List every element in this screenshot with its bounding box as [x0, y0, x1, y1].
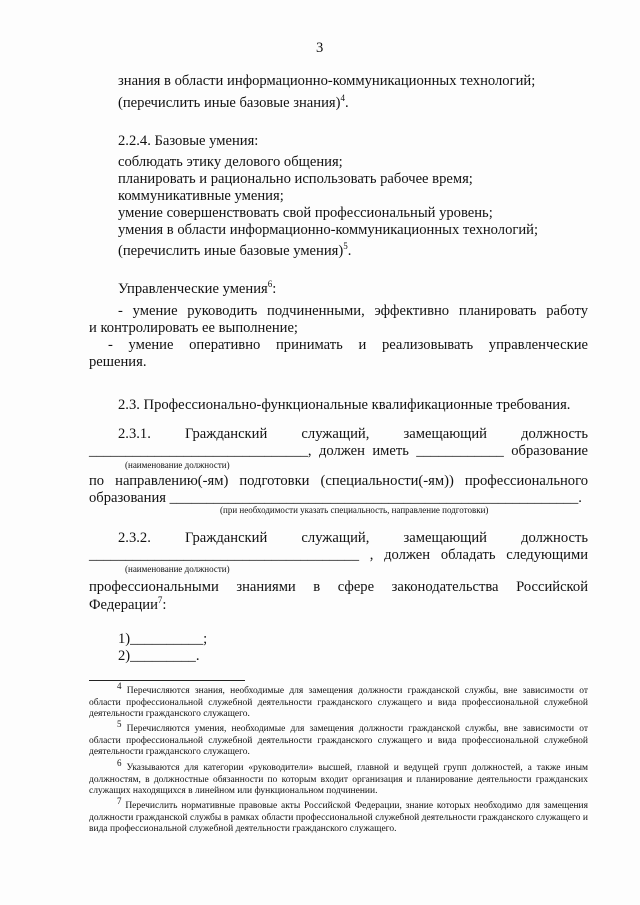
footnote — [89, 758, 588, 798]
field-hint: (наименование должности) — [125, 564, 230, 574]
text-line — [89, 597, 166, 614]
section-heading: 2.3. Профессионально-функциональные квалификационные требования. — [118, 397, 571, 413]
fill-in-line: ______________________________, должен иметь ____________ образование — [89, 443, 588, 459]
footnote-separator — [89, 680, 245, 681]
text-fragment: : — [162, 597, 167, 613]
text-line: умение совершенствовать свой профессиональный уровень; — [118, 205, 493, 221]
section-heading — [118, 281, 276, 298]
footnote-ref: 5 — [343, 241, 348, 252]
text-fragment: (перечислить иные базовые знания) — [118, 95, 341, 111]
text-line: умения в области информационно-коммуникационных технологий; — [118, 222, 539, 238]
text-fragment: Управленческие умения — [118, 281, 268, 297]
footnote-number: 5 — [117, 719, 122, 729]
footnote-number: 4 — [117, 681, 122, 691]
text-line: - умение оперативно принимать и реализовывать управленческие — [108, 337, 588, 353]
footnote-number: 7 — [117, 796, 122, 806]
footnote-text: Перечислить нормативные правовые акты Российской Федерации, знание которых необходимо для замещения должности гражданской службы в рамках области профессиональной служебной деятельности гражданского служащего и вида профессиональной служебной деятельности гражданского служащего. — [89, 801, 589, 835]
footnote-text: Указываются для категории «руководители» высшей, главной и ведущей групп должностей, а также иным должностям, в должностные обязанности по которым входит организация и планирование деятельности гражданских служащих находящихся в линейном или функциональном подчинении. — [89, 763, 588, 797]
text-line: профессиональными знаниями в сфере законодательства Российской — [89, 579, 588, 595]
list-item: 2)_________. — [118, 648, 200, 664]
section-heading: 2.2.4. Базовые умения: — [118, 133, 259, 149]
page-number: 3 — [316, 40, 324, 56]
text-line: решения. — [89, 354, 147, 370]
list-item: 1)__________; — [118, 631, 208, 647]
text-line: и контролировать ее выполнение; — [89, 320, 298, 336]
text-line: знания в области информационно-коммуникационных технологий; — [118, 73, 536, 89]
fill-in-line: _____________________________________ , должен обладать следующими — [89, 547, 588, 563]
footnote — [89, 796, 589, 836]
text-line — [118, 243, 351, 260]
text-fragment: : — [272, 281, 277, 297]
text-line: по направлению(-ям) подготовки (специальности(-ям)) профессионального — [89, 473, 588, 489]
footnote — [89, 681, 588, 721]
field-hint: (наименование должности) — [125, 460, 230, 470]
text-fragment: . — [347, 243, 352, 259]
footnote-number: 6 — [117, 758, 122, 768]
text-line: 2.3.1. Гражданский служащий, замещающий должность — [118, 426, 588, 442]
footnote-text: Перечисляются знания, необходимые для замещения должности гражданской службы, вне зависимости от области профессиональной служебной деятельности гражданского служащего и вида профессиональной служебной деятельности гражданского служащего. — [89, 686, 588, 720]
text-line: планировать и рационально использовать рабочее время; — [118, 171, 473, 187]
footnote-ref: 7 — [157, 595, 163, 606]
field-hint: (при необходимости указать специальность, направление подготовки) — [220, 505, 489, 515]
text-line: соблюдать этику делового общения; — [118, 154, 343, 170]
footnote-ref: 6 — [267, 279, 273, 290]
footnote-text: Перечисляются умения, необходимые для замещения должности гражданской службы, вне зависимости от области профессиональной служебной деятельности гражданского служащего и вида профессиональной служебной деятельности гражданского служащего. — [89, 724, 588, 758]
text-line — [118, 95, 349, 112]
text-line: - умение руководить подчиненными, эффективно планировать работу — [118, 303, 588, 319]
text-fragment: (перечислить иные базовые умения) — [118, 243, 344, 259]
footnote — [89, 719, 588, 759]
text-line: 2.3.2. Гражданский служащий, замещающий должность — [118, 530, 588, 546]
footnote-ref: 4 — [340, 93, 345, 104]
text-line: коммуникативные умения; — [118, 188, 284, 204]
text-fragment: Федерации — [89, 597, 158, 613]
fill-in-line: образования ________________________________________________________. — [89, 490, 582, 506]
text-fragment: . — [344, 95, 349, 111]
